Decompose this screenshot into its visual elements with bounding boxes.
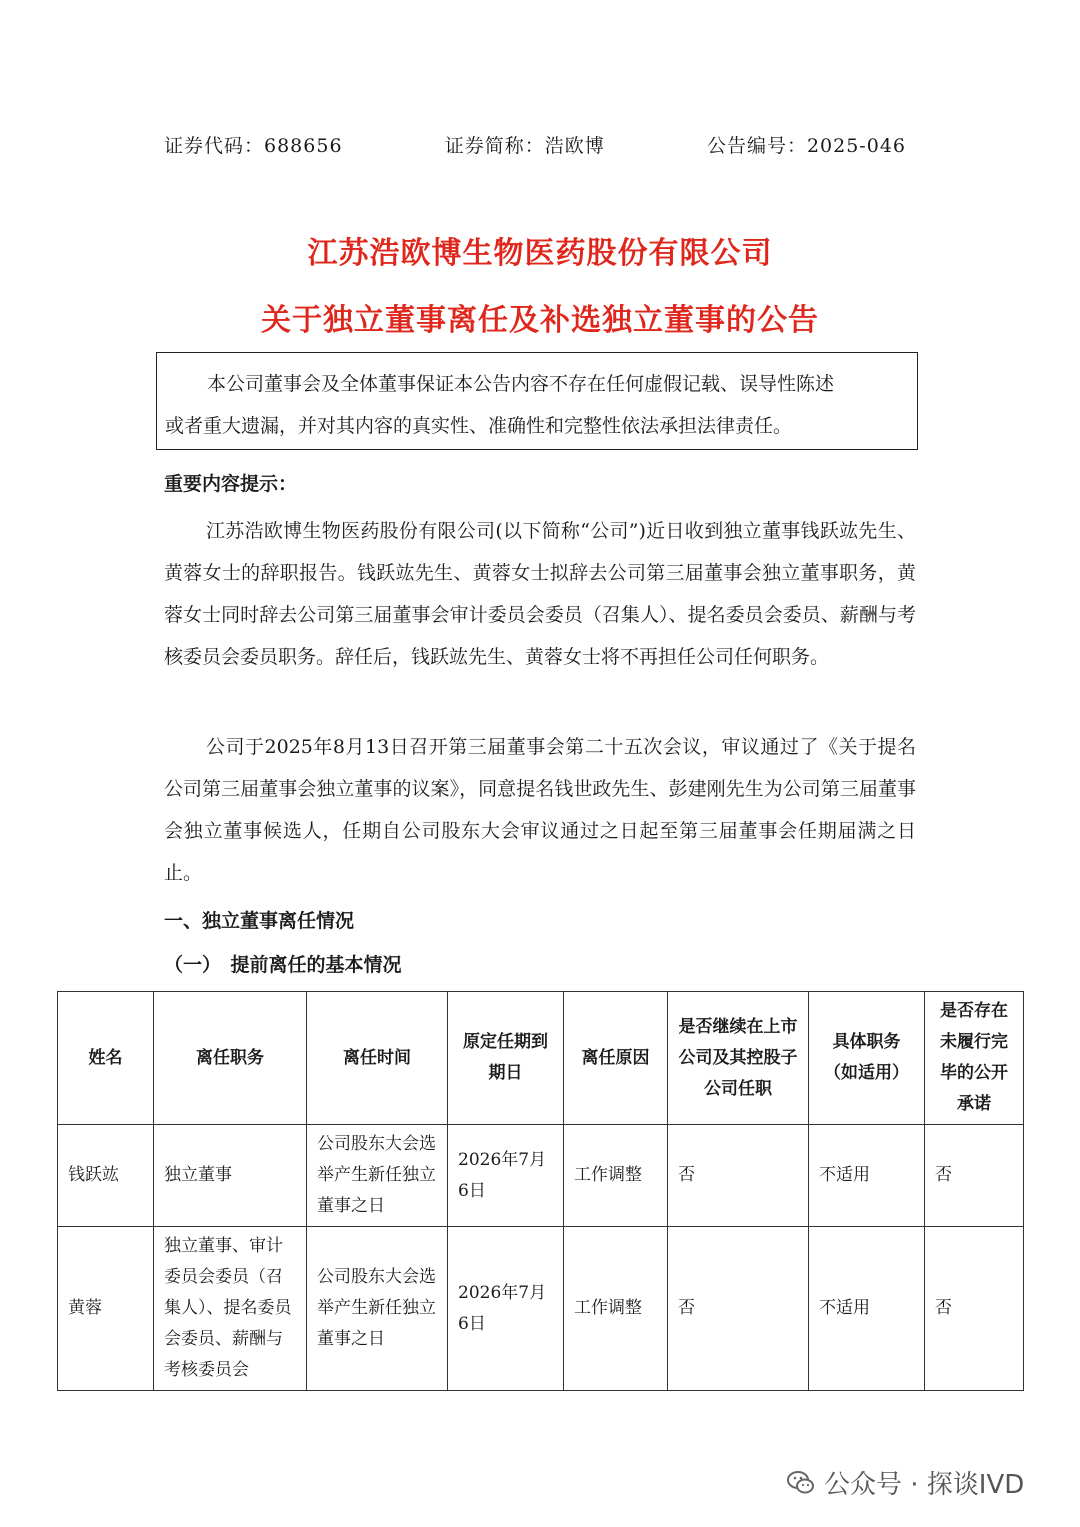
statement-line-2: 或者重大遗漏，并对其内容的真实性、准确性和完整性依法承担法律责任。: [165, 415, 793, 437]
cell-continue: 否: [668, 1227, 809, 1391]
cell-specific-role: 不适用: [809, 1227, 925, 1391]
cell-term-end: 2026年7月6日: [448, 1227, 564, 1391]
notice-number: 公告编号：2025-046: [706, 135, 906, 157]
key-points-heading: 重要内容提示：: [164, 473, 298, 495]
watermark-text: 公众号 · 探谈IVD: [824, 1470, 1025, 1500]
company-title: 江苏浩欧博生物医药股份有限公司: [307, 236, 773, 271]
cell-commitment: 否: [925, 1227, 1024, 1391]
header-specific-role: 具体职务（如适用）: [809, 992, 925, 1125]
cell-commitment: 否: [925, 1125, 1024, 1227]
statement-line-1: 本公司董事会及全体董事保证本公告内容不存在任何虚假记载、误导性陈述: [207, 373, 835, 395]
header-name: 姓名: [58, 992, 154, 1125]
stock-code: 证券代码：688656: [164, 135, 343, 157]
table-row: [58, 1227, 1024, 1391]
wechat-icon: [786, 1468, 816, 1498]
section-1-heading: 一、独立董事离任情况: [164, 910, 355, 932]
cell-position: 独立董事、审计委员会委员（召集人）、提名委员会委员、薪酬与考核委员会: [154, 1227, 307, 1391]
cell-resign-time: 公司股东大会选举产生新任独立董事之日: [307, 1227, 448, 1391]
cell-resign-time: 公司股东大会选举产生新任独立董事之日: [307, 1125, 448, 1227]
key-points-paragraph-2: 公司于2025年8月13日召开第三届董事会第二十五次会议，审议通过了《关于提名公司第三届董事会独立董事的议案》，同意提名钱世政先生、彭建刚先生为公司第三届董事会独立董事候选人，任期自公司股东大会审议通过之日起至第三届董事会任期届满之日止。: [164, 736, 916, 884]
header-reason: 离任原因: [564, 992, 668, 1125]
cell-specific-role: 不适用: [809, 1125, 925, 1227]
cell-continue: 否: [668, 1125, 809, 1227]
table-header-row: [58, 992, 1024, 1125]
cell-position: 独立董事: [154, 1125, 307, 1227]
cell-term-end: 2026年7月6日: [448, 1125, 564, 1227]
section-1-subheading: （一） 提前离任的基本情况: [164, 954, 402, 976]
stock-name: 证券简称：浩欧博: [444, 135, 605, 157]
header-resign-time: 离任时间: [307, 992, 448, 1125]
cell-reason: 工作调整: [564, 1125, 668, 1227]
cell-reason: 工作调整: [564, 1227, 668, 1391]
header-term-end: 原定任期到期日: [448, 992, 564, 1125]
announcement-title: 关于独立董事离任及补选独立董事的公告: [261, 303, 819, 338]
key-points-paragraph-1: 江苏浩欧博生物医药股份有限公司(以下简称“公司”)近日收到独立董事钱跃竑先生、黄蓉女士的辞职报告。钱跃竑先生、黄蓉女士拟辞去公司第三届董事会独立董事职务，黄蓉女士同时辞去公司第三届董事会审计委员会委员（召集人）、提名委员会委员、薪酬与考核委员会委员职务。辞任后，钱跃竑先生、黄蓉女士将不再担任公司任何职务。: [164, 520, 916, 668]
watermark: [786, 1464, 1024, 1501]
statement-box: [156, 352, 918, 450]
header-line: [164, 131, 906, 158]
header-continue: 是否继续在上市公司及其控股子公司任职: [668, 992, 809, 1125]
resignation-table: [57, 991, 1024, 1391]
table-row: [58, 1125, 1024, 1227]
header-position: 离任职务: [154, 992, 307, 1125]
cell-name: 黄蓉: [58, 1227, 154, 1391]
cell-name: 钱跃竑: [58, 1125, 154, 1227]
header-commitment: 是否存在未履行完毕的公开承诺: [925, 992, 1024, 1125]
